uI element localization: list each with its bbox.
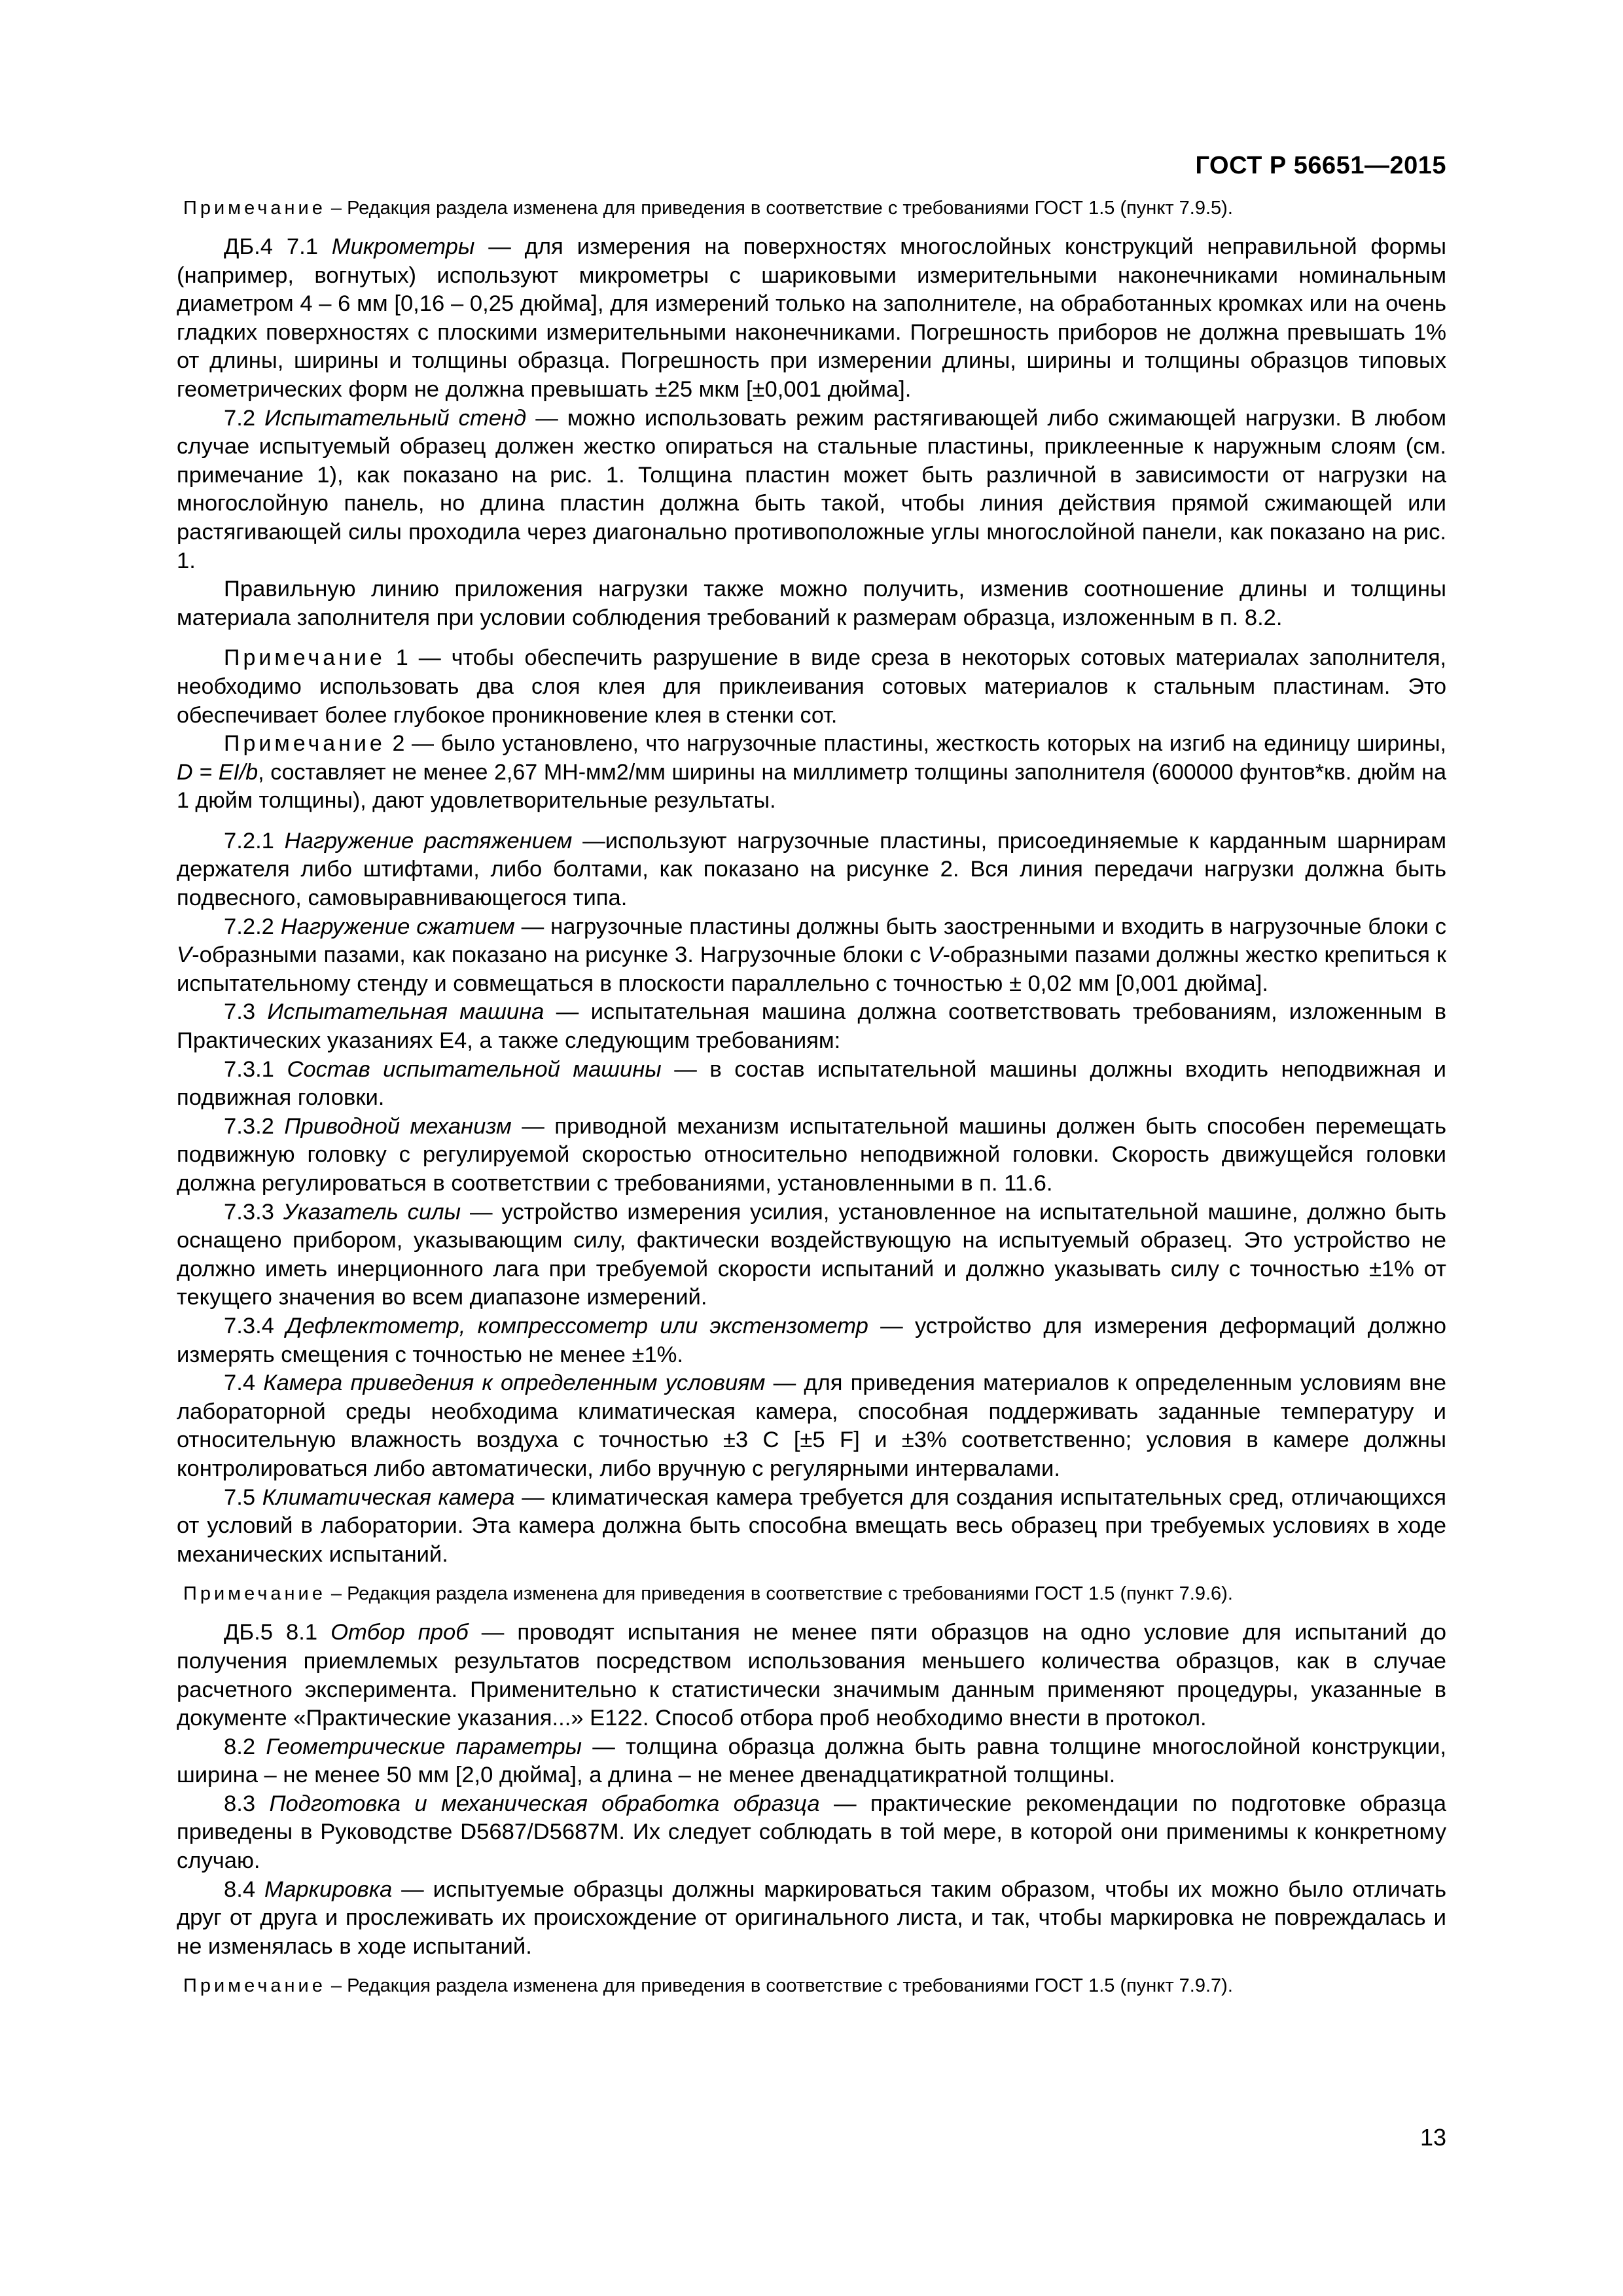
clause-number: 7.2.2 — [224, 914, 281, 939]
clause-term: Состав испытательной машины — [287, 1056, 662, 1082]
clause-number: 7.3.1 — [224, 1056, 287, 1082]
clause-text: — устройство для измерения деформаций должно измерять смещения с точностью не менее ±1%. — [177, 1313, 1446, 1367]
clause-text: — проводят испытания не менее пяти образцов на одно условие для испытаний до получения приемлемых результатов посредством использования меньшего количества образцов, как в случае расчетного эксперимента. Применительно к статистически значимым данным применяют процедуры, указанные в документе «Практические указания...» Е122. Способ отбора проб необходимо внести в протокол. — [177, 1620, 1446, 1731]
paragraph-7-3-1 — [177, 1056, 1446, 1113]
note-label: Примечание — [183, 198, 326, 219]
clause-term: Дефлектометр, компрессометр или экстензометр — [286, 1313, 868, 1338]
clause-term: Приводной механизм — [284, 1113, 512, 1139]
paragraph-7-2-continued: Правильную линию приложения нагрузки также можно получить, изменив соотношение длины и толщины материала заполнителя при условии соблюдения требований к размерам образца, изложенным в п. 8.2. — [177, 577, 1446, 630]
clause-number: 8.3 — [224, 1791, 270, 1816]
clause-text: — практические рекомендации по подготовке образца приведены в Руководстве D5687/D5687M. Их следует соблюдать в той мере, в которой они применимы к конкретному случаю. — [177, 1791, 1446, 1874]
clause-term: Нагружение сжатием — [280, 914, 515, 939]
note-text: – Редакция раздела изменена для приведения в соответствие с требованиями ГОСТ 1.5 (пункт 7.9.5). — [325, 198, 1233, 219]
v-letter: V — [927, 942, 943, 968]
paragraph-7-3-3 — [177, 1198, 1446, 1312]
paragraph-7-3-2 — [177, 1113, 1446, 1198]
clause-term: Климатическая камера — [262, 1484, 515, 1510]
paragraph-7-3 — [177, 998, 1446, 1055]
paragraph-8-3 — [177, 1790, 1446, 1876]
clause-text: — для приведения материалов к определенным условиям вне лабораторной среды необходима климатическая камера, способная поддерживать заданные температуру и относительную влажность воздуха с точностью ±3 С [±5 F] и ±3% соответственно; условия в камере должны контролироваться либо автоматически, либо вручную с регулярными интервалами. — [177, 1371, 1446, 1481]
paragraph-8-2 — [177, 1733, 1446, 1790]
paragraph-7-4 — [177, 1369, 1446, 1483]
clause-text: — испытуемые образцы должны маркироваться таким образом, чтобы их можно было отличать друг от друга и прослеживать их происхождение от оригинального листа, и так, чтобы маркировка не повреждалась и не изменялась в ходе испытаний. — [177, 1876, 1446, 1959]
note-text: – Редакция раздела изменена для приведения в соответствие с требованиями ГОСТ 1.5 (пункт 7.9.7). — [325, 1975, 1233, 1997]
clause-number: 7.2.1 — [224, 828, 285, 853]
note-text: , составляет не менее 2,67 МН-мм2/мм ширины на миллиметр толщины заполнителя (600000 фунтов*кв. дюйм на 1 дюйм толщины), дают удовлетворительные результаты. — [177, 759, 1446, 814]
clause-term: Геометрические параметры — [266, 1734, 582, 1759]
clause-term: Подготовка и механическая обработка образца — [269, 1791, 820, 1816]
clause-number: 8.4 — [224, 1876, 264, 1902]
numbered-note-2 — [177, 730, 1446, 816]
clause-text: — толщина образца должна быть равна толщине многослойной конструкции, ширина – не менее 50 мм [2,0 дюйма], а длина – не менее двенадцатикратной толщины. — [177, 1734, 1446, 1788]
revision-note-2 — [177, 1581, 1446, 1607]
note-text: 1 — чтобы обеспечить разрушение в виде среза в некоторых сотовых материалах заполнителя, необходимо использовать два слоя клея для приклеивания сотовых материалов к стальным пластинам. Это обеспечивает более глубокое проникновение клея в стенки сот. — [177, 645, 1446, 728]
clause-term: Испытательный стенд — [264, 405, 527, 431]
clause-term: Микрометры — [331, 234, 475, 259]
clause-number: 7.3.4 — [224, 1313, 287, 1338]
standard-header: ГОСТ Р 56651—2015 — [1195, 152, 1446, 179]
note-text: 2 — было установлено, что нагрузочные пластины, жесткость которых на изгиб на единицу ширины, — [385, 731, 1446, 757]
clause-term: Камера приведения к определенным условиям — [263, 1371, 766, 1396]
clause-text: -образными пазами, как показано на рисунке 3. Нагрузочные блоки с — [192, 942, 928, 968]
clause-number: 7.4 — [224, 1371, 264, 1396]
note-label: Примечание — [224, 731, 385, 757]
numbered-note-1 — [177, 644, 1446, 730]
revision-note-3 — [177, 1973, 1446, 1999]
clause-text: — в состав испытательной машины должны входить неподвижная и подвижная головки. — [177, 1056, 1446, 1111]
clause-text: -образными пазами должны жестко крепиться к испытательному стенду и совмещаться в плоскости параллельно с точностью ± 0,02 мм [0,001 дюйма]. — [177, 942, 1446, 996]
paragraph-7-2-2 — [177, 913, 1446, 999]
clause-text: —используют нагрузочные пластины, присоединяемые к карданным шарнирам держателя либо штифтами, либо болтами, как показано на рисунке 2. Вся линия передачи нагрузки должна быть подвесного, самовыравнивающегося типа. — [177, 828, 1447, 911]
clause-number: 7.2 — [224, 405, 265, 431]
note-label: Примечание — [183, 1583, 326, 1605]
paragraph-7-2-1 — [177, 827, 1446, 913]
clause-text: — нагрузочные пластины должны быть заостренными и входить в нагрузочные блоки с — [514, 914, 1447, 939]
paragraph-7-5 — [177, 1484, 1446, 1570]
note-text: – Редакция раздела изменена для приведения в соответствие с требованиями ГОСТ 1.5 (пункт 7.9.6). — [325, 1583, 1233, 1605]
clause-text: — для измерения на поверхностях многослойных конструкций неправильной формы (например, вогнутых) используют микрометры с шариковыми измерительными наконечниками номинальным диаметром 4 – 6 мм [0,16 – 0,25 дюйма], для измерений только на заполнителе, на обработанных кромках или на очень гладких поверхностях с плоскими измерительными наконечниками. Погрешность приборов не должна превышать 1% от длины, ширины и толщины образца. Погрешность при измерении длины, ширины и толщины образцов типовых геометрических форм не должна превышать ±25 мкм [±0,001 дюйма]. — [177, 234, 1446, 402]
revision-note-1 — [177, 195, 1446, 221]
page-body — [177, 195, 1446, 1999]
clause-text: — устройство измерения усилия, установленное на испытательной машине, должно быть оснащено прибором, указывающим силу, фактически воздействующую на испытуемый образец. Это устройство не должно иметь инерционного лага при требуемой скорости испытаний и должно указывать силу с точностью ±1% от текущего значения во всем диапазоне измерений. — [177, 1199, 1446, 1310]
clause-term: Указатель силы — [283, 1199, 461, 1225]
clause-number: 8.2 — [224, 1734, 266, 1759]
stiffness-formula: D = EI/b — [177, 759, 259, 785]
clause-number: 7.3 — [224, 999, 268, 1025]
clause-number: ДБ.5 8.1 — [224, 1620, 331, 1645]
note-label: Примечание — [183, 1975, 326, 1997]
clause-text: — испытательная машина должна соответствовать требованиям, изложенным в Практических указаниях Е4, а также следующим требованиям: — [177, 999, 1446, 1054]
clause-term: Отбор проб — [330, 1620, 469, 1645]
clause-number: 7.3.3 — [224, 1199, 283, 1225]
clause-number: ДБ.4 7.1 — [224, 234, 332, 259]
paragraph-db4 — [177, 233, 1446, 404]
note-label: Примечание — [224, 645, 385, 671]
v-letter: V — [177, 942, 192, 968]
clause-term: Испытательная машина — [267, 999, 544, 1025]
clause-text: — приводной механизм испытательной машины должен быть способен перемещать подвижную головку с регулируемой скоростью относительно неподвижной головки. Скорость движущейся головки должна регулироваться в соответствии с требованиями, установленными в п. 11.6. — [177, 1113, 1447, 1196]
clause-number: 7.5 — [224, 1484, 262, 1510]
clause-text: — можно использовать режим растягивающей либо сжимающей нагрузки. В любом случае испытуемый образец должен жестко опираться на стальные пластины, приклеенные к наружным слоям (см. примечание 1), как показано на рис. 1. Толщина пластин может быть различной в зависимости от нагрузки на многослойную панель, но длина пластин должна быть такой, чтобы линия действия прямой сжимающей или растягивающей силы проходила через диагонально противоположные углы многослойной панели, как показано на рис. 1. — [177, 405, 1446, 573]
clause-term: Маркировка — [264, 1876, 393, 1902]
clause-text: — климатическая камера требуется для создания испытательных сред, отличающихся от условий в лаборатории. Эта камера должна быть способна вмещать весь образец при требуемых условиях в ходе механических испытаний. — [177, 1484, 1446, 1567]
clause-number: 7.3.2 — [224, 1113, 285, 1139]
paragraph-7-3-4 — [177, 1312, 1446, 1369]
paragraph-db5 — [177, 1619, 1446, 1732]
clause-term: Нагружение растяжением — [284, 828, 573, 853]
paragraph-7-2 — [177, 404, 1446, 576]
page-number: 13 — [1419, 2124, 1446, 2151]
paragraph-8-4 — [177, 1876, 1446, 1962]
